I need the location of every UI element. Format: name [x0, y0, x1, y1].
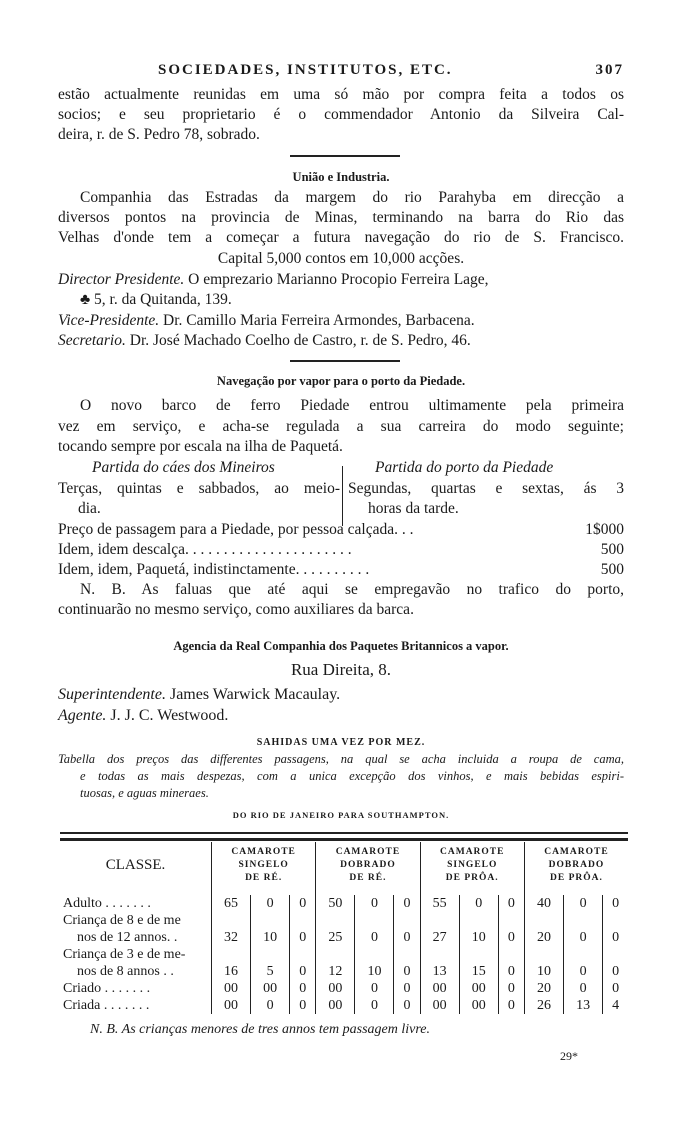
director-name: O emprezario Marianno Procopio Ferreira Lage, [188, 271, 489, 288]
paragraph-line: tocando sempre por escala na ilha de Paquetá. [58, 438, 343, 455]
fare-cell: 0 [564, 946, 603, 980]
row-label: Criança de 8 e de me nos de 12 annos. . [60, 912, 212, 946]
fare-cell: 65 [212, 895, 251, 912]
fare-cell: 0 [290, 895, 316, 912]
fare-cell: 0 [498, 997, 524, 1014]
agencia-address: Rua Direita, 8. [290, 660, 392, 679]
superintendent-name: James Warwick Macaulay. [169, 686, 341, 703]
fare-cell: 26 [524, 997, 563, 1014]
section-title-uniao: União e Industria. [292, 170, 390, 184]
left-schedule: dia. [78, 500, 101, 517]
fare-cell: 16 [212, 946, 251, 980]
fare-cell: 27 [420, 912, 459, 946]
class-header: CLASSE. [60, 842, 212, 895]
row-label: Criado . . . . . . . [60, 980, 212, 997]
fares-table [60, 842, 628, 1014]
tabella-line: Tabella dos preços das differentes passagens, na qual se acha incluida a roupa de cama, [58, 752, 624, 766]
price-value: 1$000 [585, 521, 624, 538]
table-note: N. B. As crianças menores de tres annos tem passagem livre. [90, 1022, 430, 1037]
column-header: CAMAROTE DOBRADO DE PRÔA. [544, 847, 609, 883]
table-header-row [60, 842, 628, 895]
paragraph-line: Companhia das Estradas da margem do rio Parahyba em direcção a [80, 189, 624, 206]
section-title-navegacao: Navegação por vapor para o porto da Piedade. [216, 374, 466, 388]
fare-cell: 00 [316, 980, 355, 997]
fare-cell: 4 [612, 998, 620, 1013]
fare-cell: 0 [612, 964, 620, 979]
fare-cell: 0 [355, 895, 394, 912]
right-heading: Partida do porto da Piedade [375, 459, 554, 476]
table-row [60, 946, 628, 980]
fare-cell: 0 [394, 980, 420, 997]
agent-name: J. J. C. Westwood. [110, 707, 229, 724]
intro-line: deira, r. de S. Pedro 78, sobrado. [58, 126, 260, 143]
fare-cell: 0 [394, 946, 420, 980]
fare-cell: 12 [316, 946, 355, 980]
right-schedule: horas da tarde. [368, 500, 459, 517]
fare-cell: 0 [355, 997, 394, 1014]
fare-cell: 0 [564, 895, 603, 912]
fare-cell: 00 [420, 980, 459, 997]
table-top-rule [60, 838, 628, 841]
column-divider [342, 466, 343, 526]
paragraph-line: Velhas d'onde tem a começar a futura navegação do rio de S. Francisco. [58, 229, 624, 246]
secretary-name: Dr. José Machado Coelho de Castro, r. de S. Pedro, 46. [129, 332, 471, 349]
table-row [60, 912, 628, 946]
intro-line: socios; e seu proprietario é o commendador Antonio da Silveira Cal- [58, 106, 624, 123]
fare-cell: 0 [564, 912, 603, 946]
fare-cell: 0 [355, 912, 394, 946]
price-value: 500 [600, 561, 624, 578]
fare-cell: 00 [212, 980, 251, 997]
intro-line: estão actualmente reunidas em uma só mão por compra feita a todos os [58, 86, 624, 103]
row-label: Criança de 3 e de me- nos de 8 annos . . [60, 946, 212, 980]
price-row [58, 540, 624, 560]
fare-cell: 00 [420, 997, 459, 1014]
page-number: 307 [595, 62, 624, 78]
capital-line: Capital 5,000 contos em 10,000 acções. [217, 250, 465, 267]
fare-cell: 0 [612, 981, 620, 996]
price-label: Idem, idem descalça. . . . . . . . . . . . . . . . . . . . . . [58, 541, 352, 558]
tabella-line: tuosas, e aguas mineraes. [80, 786, 209, 800]
fare-cell: 10 [524, 946, 563, 980]
header-title: SOCIEDADES, INSTITUTOS, ETC. [158, 62, 453, 78]
fare-cell: 0 [394, 912, 420, 946]
superintendent-line [58, 685, 624, 705]
agent-line [58, 706, 624, 726]
fare-cell: 50 [316, 895, 355, 912]
paragraph-line: O novo barco de ferro Piedade entrou ultimamente pela primeira [80, 397, 624, 414]
fare-cell: 0 [564, 980, 603, 997]
right-schedule: Segundas, quartas e sextas, ás 3 [348, 480, 624, 497]
paragraph-line: vez em serviço, e acha-se regulada a sua carreira do modo seguinte; [58, 418, 624, 435]
table-top-rule [60, 832, 628, 834]
signature-mark: 29* [560, 1049, 578, 1063]
director-label: Director Presidente. [58, 271, 185, 288]
secretary-label: Secretario. [58, 332, 126, 349]
fare-cell: 55 [420, 895, 459, 912]
fare-cell: 00 [212, 997, 251, 1014]
fare-cell: 0 [394, 997, 420, 1014]
fare-cell: 40 [524, 895, 563, 912]
left-heading: Partida do cáes dos Mineiros [92, 459, 275, 476]
director-address: ♣ 5, r. da Quitanda, 139. [80, 291, 232, 308]
nb-line: N. B. As faluas que até aqui se empregavão no trafico do porto, [80, 581, 624, 598]
nb-line: continuarão no mesmo serviço, como auxiliares da barca. [58, 601, 414, 618]
fare-cell: 10 [251, 912, 290, 946]
divider [290, 155, 400, 157]
route-heading: DO RIO DE JANEIRO PARA SOUTHAMPTON. [232, 810, 450, 820]
fare-cell: 32 [212, 912, 251, 946]
fare-cell: 0 [355, 980, 394, 997]
fare-cell: 00 [459, 980, 498, 997]
secretary-line [58, 331, 624, 351]
fare-cell: 0 [290, 912, 316, 946]
row-label: Criada . . . . . . . [60, 997, 212, 1014]
superintendent-label: Superintendente. [58, 686, 166, 703]
fare-cell: 0 [459, 895, 498, 912]
fare-cell: 0 [290, 997, 316, 1014]
price-row [58, 560, 624, 580]
fare-cell: 0 [290, 946, 316, 980]
fare-cell: 13 [564, 997, 603, 1014]
fare-cell: 0 [498, 946, 524, 980]
column-header: CAMAROTE DOBRADO DE RÉ. [316, 842, 420, 895]
price-label: Preço de passagem para a Piedade, por pessoa calçada. . . [58, 521, 414, 538]
price-label: Idem, idem, Paquetá, indistinctamente. . . . . . . . . . [58, 561, 370, 578]
vice-name: Dr. Camillo Maria Ferreira Armondes, Barbacena. [163, 312, 475, 329]
fare-cell: 0 [498, 895, 524, 912]
paragraph-line: diversos pontos na provincia de Minas, terminando na barra do Rio das [58, 209, 624, 226]
price-row [58, 520, 624, 540]
divider [290, 360, 400, 362]
fare-cell: 10 [355, 946, 394, 980]
fare-cell: 0 [290, 980, 316, 997]
fare-cell: 0 [612, 930, 620, 945]
director-line [58, 270, 624, 290]
price-value: 500 [600, 541, 624, 558]
sahidas-heading: SAHIDAS UMA VEZ POR MEZ. [256, 737, 426, 748]
agent-label: Agente. [58, 707, 107, 724]
fare-cell: 0 [498, 912, 524, 946]
column-header: CAMAROTE SINGELO DE PRÔA. [420, 842, 524, 895]
fare-cell: 0 [498, 980, 524, 997]
fare-cell: 00 [251, 980, 290, 997]
row-label: Adulto . . . . . . . [60, 895, 212, 912]
section-title-agencia: Agencia da Real Companhia dos Paquetes Britannicos a vapor. [173, 639, 509, 653]
fare-cell: 13 [420, 946, 459, 980]
fare-cell: 20 [524, 980, 563, 997]
fare-cell: 00 [459, 997, 498, 1014]
tabella-line: e todas as mais despezas, com a unica excepção dos vinhos, e mais bebidas espiri- [80, 769, 624, 783]
fare-cell: 0 [251, 997, 290, 1014]
table-row [60, 997, 628, 1014]
column-header: CAMAROTE SINGELO DE RÉ. [212, 842, 316, 895]
fare-cell: 0 [612, 896, 620, 911]
fare-cell: 0 [394, 895, 420, 912]
table-row [60, 980, 628, 997]
table-row [60, 895, 628, 912]
fare-cell: 25 [316, 912, 355, 946]
fare-cell: 5 [251, 946, 290, 980]
left-schedule: Terças, quintas e sabbados, ao meio- [58, 480, 340, 497]
vice-line [58, 311, 624, 331]
fare-cell: 10 [459, 912, 498, 946]
fare-cell: 15 [459, 946, 498, 980]
fare-cell: 20 [524, 912, 563, 946]
fare-cell: 0 [251, 895, 290, 912]
fare-cell: 00 [316, 997, 355, 1014]
vice-label: Vice-Presidente. [58, 312, 160, 329]
